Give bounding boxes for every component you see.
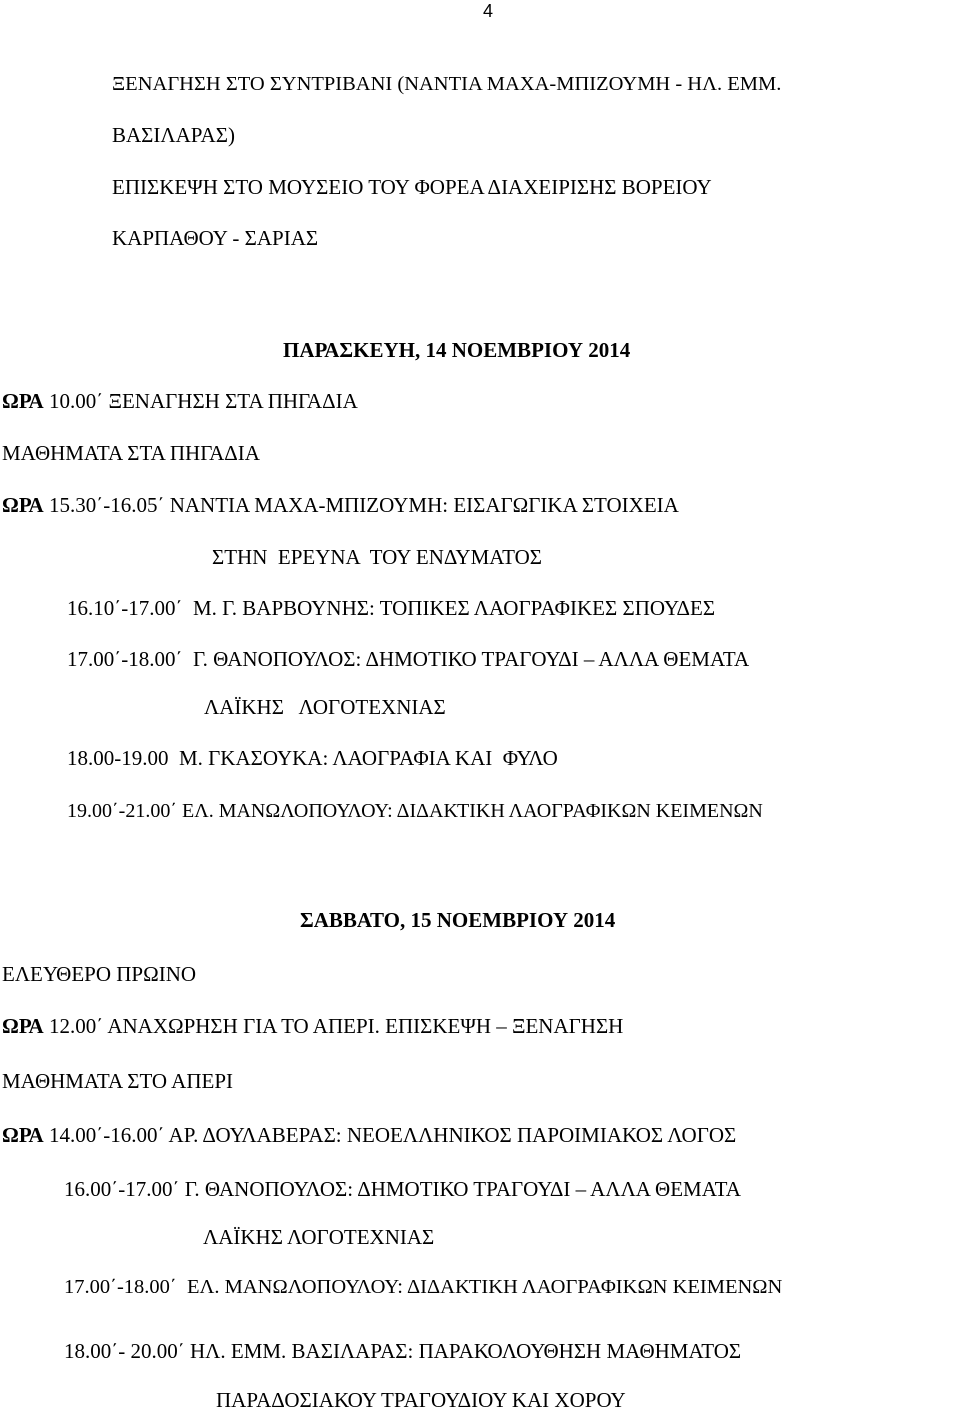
intro-line-3: ΕΠΙΣΚΕΨΗ ΣΤΟ ΜΟΥΣΕΙΟ ΤΟΥ ΦΟΡΕΑ ΔΙΑΧΕΙΡΙΣΗΣ ΒΟΡΕΙΟΥ (112, 175, 712, 199)
friday-tour-line (2, 389, 358, 413)
friday-session-1-cont: ΣΤΗΝ ΕΡΕΥΝΑ ΤΟΥ ΕΝΔΥΜΑΤΟΣ (212, 545, 542, 569)
saturday-session-1 (2, 1123, 736, 1147)
saturday-session-4: 18.00΄- 20.00΄ ΗΛ. ΕΜΜ. ΒΑΣΙΛΑΡΑΣ: ΠΑΡΑΚΟΛΟΥΘΗΣΗ ΜΑΘΗΜΑΤΟΣ (64, 1339, 742, 1363)
saturday-departure-text: 12.00΄ ΑΝΑΧΩΡΗΣΗ ΓΙΑ ΤΟ ΑΠΕΡΙ. ΕΠΙΣΚΕΨΗ – ΞΕΝΑΓΗΣΗ (43, 1014, 624, 1038)
friday-session-2: 16.10΄-17.00΄ Μ. Γ. ΒΑΡΒΟΥΝΗΣ: ΤΟΠΙΚΕΣ ΛΑΟΓΡΑΦΙΚΕΣ ΣΠΟΥΔΕΣ (67, 596, 716, 620)
friday-session-5: 19.00΄-21.00΄ ΕΛ. ΜΑΝΩΛΟΠΟΥΛΟΥ: ΔΙΔΑΚΤΙΚΗ ΛΑΟΓΡΑΦΙΚΩΝ ΚΕΙΜΕΝΩΝ (67, 800, 763, 822)
saturday-session-1-label: ΩΡΑ (2, 1123, 44, 1147)
saturday-free-morning: ΕΛΕΥΘΕΡΟ ΠΡΩΙΝΟ (2, 962, 197, 986)
friday-lessons: ΜΑΘΗΜΑΤΑ ΣΤΑ ΠΗΓΑΔΙΑ (2, 441, 260, 465)
saturday-heading: ΣΑΒΒΑΤΟ, 15 ΝΟΕΜΒΡΙΟΥ 2014 (300, 908, 616, 932)
saturday-session-2-cont: ΛΑΪΚΗΣ ΛΟΓΟΤΕΧΝΙΑΣ (203, 1225, 435, 1249)
intro-line-4: ΚΑΡΠΑΘΟΥ - ΣΑΡΙΑΣ (112, 226, 319, 250)
friday-session-1-label: ΩΡΑ (2, 493, 44, 517)
friday-tour-label: ΩΡΑ (2, 389, 44, 413)
friday-session-1-text: 15.30΄-16.05΄ ΝΑΝΤΙΑ ΜΑΧΑ-ΜΠΙΖΟΥΜΗ: ΕΙΣΑΓΩΓΙΚΑ ΣΤΟΙΧΕΙΑ (43, 493, 679, 517)
saturday-session-2: 16.00΄-17.00΄ Γ. ΘΑΝΟΠΟΥΛΟΣ: ΔΗΜΟΤΙΚΟ ΤΡΑΓΟΥΔΙ – ΑΛΛΑ ΘΕΜΑΤΑ (64, 1177, 741, 1201)
saturday-departure-line (2, 1014, 623, 1038)
friday-session-1 (2, 493, 679, 517)
friday-session-3: 17.00΄-18.00΄ Γ. ΘΑΝΟΠΟΥΛΟΣ: ΔΗΜΟΤΙΚΟ ΤΡΑΓΟΥΔΙ – ΑΛΛΑ ΘΕΜΑΤΑ (67, 647, 750, 671)
page-number: 4 (483, 1, 494, 21)
intro-line-2: ΒΑΣΙΛΑΡΑΣ) (112, 123, 235, 147)
friday-session-3-cont: ΛΑΪΚΗΣ ΛΟΓΟΤΕΧΝΙΑΣ (204, 695, 446, 719)
intro-line-1: ΞΕΝΑΓΗΣΗ ΣΤΟ ΣΥΝΤΡΙΒΑΝΙ (ΝΑΝΤΙΑ ΜΑΧΑ-ΜΠΙΖΟΥΜΗ - ΗΛ. ΕΜΜ. (112, 73, 782, 95)
friday-tour-text: 10.00΄ ΞΕΝΑΓΗΣΗ ΣΤΑ ΠΗΓΑΔΙΑ (43, 389, 358, 413)
saturday-session-4-cont: ΠΑΡΑΔΟΣΙΑΚΟΥ ΤΡΑΓΟΥΔΙΟΥ ΚΑΙ ΧΟΡΟΥ (216, 1388, 626, 1412)
friday-session-4: 18.00-19.00 Μ. ΓΚΑΣΟΥΚΑ: ΛΑΟΓΡΑΦΙΑ ΚΑΙ ΦΥΛΟ (67, 746, 558, 770)
saturday-departure-label: ΩΡΑ (2, 1014, 44, 1038)
saturday-lessons: ΜΑΘΗΜΑΤΑ ΣΤΟ ΑΠΕΡΙ (2, 1069, 233, 1093)
friday-heading: ΠΑΡΑΣΚΕΥΗ, 14 ΝΟΕΜΒΡΙΟΥ 2014 (283, 338, 631, 362)
saturday-session-3: 17.00΄-18.00΄ ΕΛ. ΜΑΝΩΛΟΠΟΥΛΟΥ: ΔΙΔΑΚΤΙΚΗ ΛΑΟΓΡΑΦΙΚΩΝ ΚΕΙΜΕΝΩΝ (64, 1276, 783, 1298)
saturday-session-1-text: 14.00΄-16.00΄ ΑΡ. ΔΟΥΛΑΒΕΡΑΣ: ΝΕΟΕΛΛΗΝΙΚΟΣ ΠΑΡΟΙΜΙΑΚΟΣ ΛΟΓΟΣ (43, 1123, 737, 1147)
